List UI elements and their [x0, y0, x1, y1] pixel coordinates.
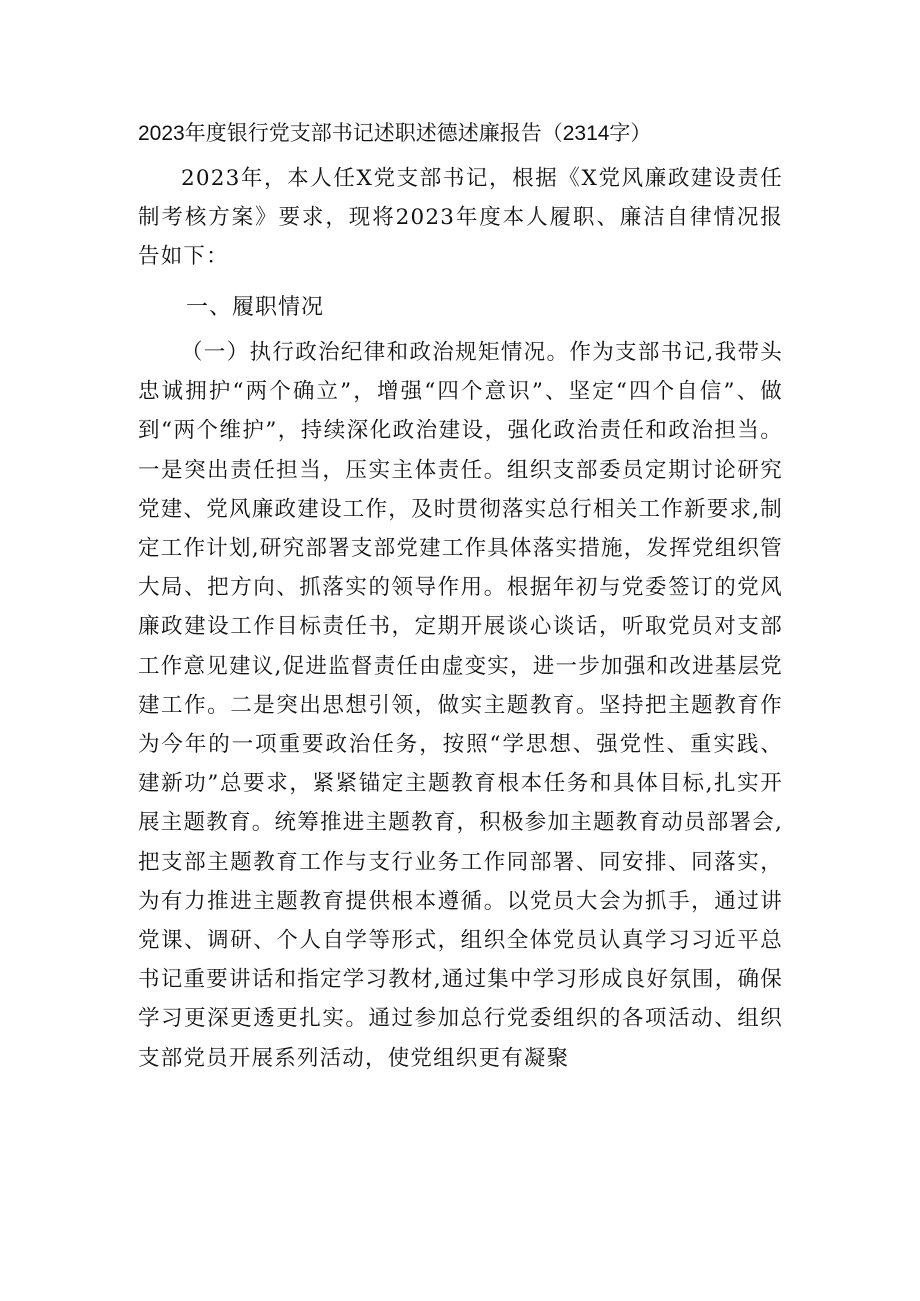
- section-heading-performance: 一、履职情况: [186, 295, 325, 320]
- document-title: 2023年度银行党支部书记述职述德述廉报告（2314字）: [138, 122, 652, 145]
- intro-paragraph: 2023年，本人任X党支部书记，根据《X党风廉政建设责任制考核方案》要求，现将2023年度本人履职、廉洁自律情况报告如下：: [138, 166, 783, 270]
- section-1-paragraph-1: （一）执行政治纪律和政治规矩情况。作为支部书记,我带头忠诚拥护“两个确立”，增强“四个意识”、坚定“四个自信”、做到“两个维护”，持续深化政治建设，强化政治责任和政治担当。一是突出责任担当，压实主体责任。组织支部委员定期讨论研究党建、党风廉政建设工作，及时贯彻落实总行相关工作新要求,制定工作计划,研究部署支部党建工作具体落实措施，发挥党组织管大局、把方向、抓落实的领导作用。根据年初与党委签订的党风廉政建设工作目标责任书，定期开展谈心谈话，听取党员对支部工作意见建议,促进监督责任由虚变实，进一步加强和改进基层党建工作。二是突出思想引领，做实主题教育。坚持把主题教育作为今年的一项重要政治任务，按照“学思想、强党性、重实践、建新功”总要求，紧紧锚定主题教育根本任务和具体目标,扎实开展主题教育。统筹推进主题教育，积极参加主题教育动员部署会,把支部主题教育工作与支行业务工作同部署、同安排、同落实，为有力推进主题教育提供根本遵循。以党员大会为抓手，通过讲党课、调研、个人自学等形式，组织全体党员认真学习习近平总书记重要讲话和指定学习教材,通过集中学习形成良好氛围，确保学习更深更透更扎实。通过参加总行党委组织的各项活动、组织支部党员开展系列活动，使党组织更有凝聚: [138, 340, 783, 1071]
